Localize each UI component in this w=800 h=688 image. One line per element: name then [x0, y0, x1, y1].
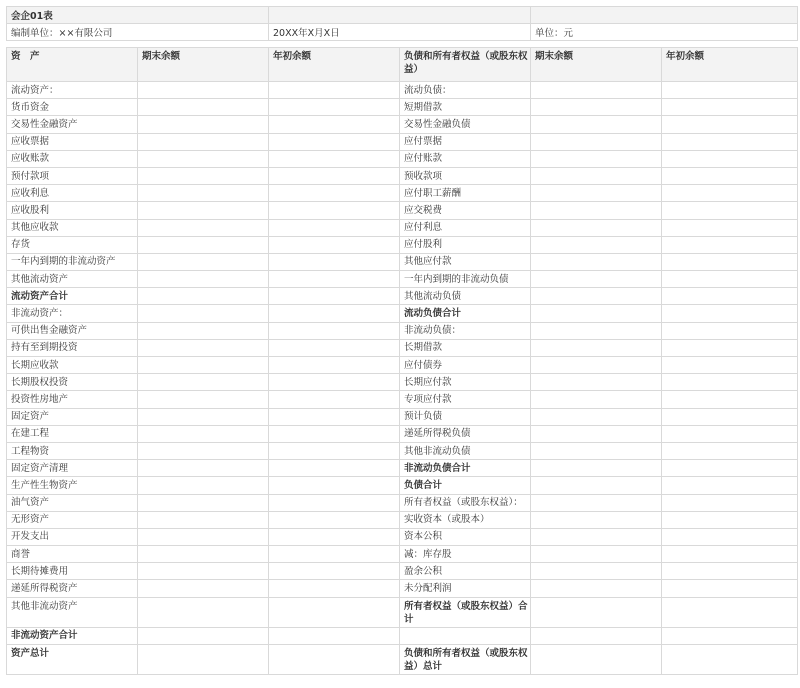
asset-begin-balance-cell — [269, 253, 400, 270]
table-row — [7, 374, 798, 391]
asset-item-label: 可供出售金融资产 — [7, 322, 138, 339]
asset-end-balance-cell — [138, 322, 269, 339]
liability-item-label: 应付债券 — [400, 357, 531, 374]
liability-end-balance-cell — [531, 644, 662, 674]
asset-begin-balance-cell — [269, 528, 400, 545]
liability-end-balance-cell — [531, 99, 662, 116]
liability-begin-balance-cell — [662, 322, 798, 339]
asset-begin-balance-cell — [269, 494, 400, 511]
table-row — [7, 357, 798, 374]
liability-begin-balance-cell — [662, 580, 798, 597]
liability-item-label: 应付利息 — [400, 219, 531, 236]
liability-begin-balance-cell — [662, 202, 798, 219]
liability-item-label: 盈余公积 — [400, 563, 531, 580]
table-row — [7, 82, 798, 99]
asset-end-balance-cell — [138, 494, 269, 511]
asset-begin-balance-cell — [269, 644, 400, 674]
asset-begin-balance-cell — [269, 374, 400, 391]
asset-end-balance-cell — [138, 116, 269, 133]
asset-begin-balance-cell — [269, 133, 400, 150]
liability-item-label: 应付股利 — [400, 236, 531, 253]
asset-begin-balance-cell — [269, 442, 400, 459]
asset-item-label: 应收股利 — [7, 202, 138, 219]
asset-end-balance-cell — [138, 477, 269, 494]
asset-begin-balance-cell — [269, 271, 400, 288]
asset-item-label: 非流动资产： — [7, 305, 138, 322]
asset-begin-balance-cell — [269, 116, 400, 133]
asset-end-balance-cell — [138, 339, 269, 356]
column-header-row — [7, 48, 798, 82]
asset-begin-balance-cell — [269, 391, 400, 408]
table-row — [7, 202, 798, 219]
asset-item-label: 存货 — [7, 236, 138, 253]
col-header-assets: 资 产 — [7, 48, 138, 82]
table-row — [7, 494, 798, 511]
asset-item-label: 递延所得税资产 — [7, 580, 138, 597]
liability-item-label: 流动负债合计 — [400, 305, 531, 322]
asset-item-label: 非流动资产合计 — [7, 627, 138, 644]
liability-begin-balance-cell — [662, 494, 798, 511]
asset-item-label: 其他流动资产 — [7, 271, 138, 288]
col-header-begin-balance: 年初余额 — [662, 48, 798, 82]
liability-item-label: 递延所得税负债 — [400, 425, 531, 442]
table-row — [7, 116, 798, 133]
liability-end-balance-cell — [531, 133, 662, 150]
asset-begin-balance-cell — [269, 167, 400, 184]
asset-item-label: 资产总计 — [7, 644, 138, 674]
liability-begin-balance-cell — [662, 253, 798, 270]
liability-begin-balance-cell — [662, 477, 798, 494]
asset-begin-balance-cell — [269, 236, 400, 253]
asset-end-balance-cell — [138, 627, 269, 644]
asset-end-balance-cell — [138, 150, 269, 167]
asset-end-balance-cell — [138, 236, 269, 253]
asset-end-balance-cell — [138, 597, 269, 627]
asset-item-label: 流动资产合计 — [7, 288, 138, 305]
table-row — [7, 528, 798, 545]
asset-begin-balance-cell — [269, 322, 400, 339]
liability-end-balance-cell — [531, 597, 662, 627]
asset-end-balance-cell — [138, 271, 269, 288]
table-row — [7, 167, 798, 184]
liability-item-label: 应付票据 — [400, 133, 531, 150]
table-row — [7, 627, 798, 644]
liability-end-balance-cell — [531, 528, 662, 545]
asset-begin-balance-cell — [269, 305, 400, 322]
liability-end-balance-cell — [531, 357, 662, 374]
asset-end-balance-cell — [138, 288, 269, 305]
asset-end-balance-cell — [138, 357, 269, 374]
liability-begin-balance-cell — [662, 511, 798, 528]
table-row — [7, 150, 798, 167]
liability-item-label: 未分配利润 — [400, 580, 531, 597]
asset-item-label: 应收票据 — [7, 133, 138, 150]
liability-item-label — [400, 627, 531, 644]
liability-end-balance-cell — [531, 150, 662, 167]
asset-item-label: 其他应收款 — [7, 219, 138, 236]
liability-end-balance-cell — [531, 322, 662, 339]
asset-end-balance-cell — [138, 528, 269, 545]
table-row — [7, 477, 798, 494]
col-header-liabilities-equity: 负债和所有者权益（或股东权益） — [400, 48, 531, 82]
liability-end-balance-cell — [531, 546, 662, 563]
asset-item-label: 油气资产 — [7, 494, 138, 511]
liability-end-balance-cell — [531, 116, 662, 133]
liability-item-label: 其他应付款 — [400, 253, 531, 270]
asset-item-label: 投资性房地产 — [7, 391, 138, 408]
liability-end-balance-cell — [531, 580, 662, 597]
liability-begin-balance-cell — [662, 271, 798, 288]
asset-begin-balance-cell — [269, 150, 400, 167]
liability-item-label: 其他非流动负债 — [400, 442, 531, 459]
liability-end-balance-cell — [531, 563, 662, 580]
report-date: 20XX年X月X日 — [269, 24, 531, 41]
liability-item-label: 非流动负债合计 — [400, 460, 531, 477]
liability-item-label: 应交税费 — [400, 202, 531, 219]
asset-begin-balance-cell — [269, 219, 400, 236]
liability-item-label: 应付职工薪酬 — [400, 185, 531, 202]
liability-end-balance-cell — [531, 339, 662, 356]
table-row — [7, 597, 798, 627]
asset-item-label: 预付款项 — [7, 167, 138, 184]
asset-item-label: 应收账款 — [7, 150, 138, 167]
col-header-begin-balance: 年初余额 — [269, 48, 400, 82]
asset-end-balance-cell — [138, 546, 269, 563]
asset-end-balance-cell — [138, 99, 269, 116]
asset-begin-balance-cell — [269, 580, 400, 597]
asset-end-balance-cell — [138, 391, 269, 408]
table-row — [7, 99, 798, 116]
report-header-table — [6, 6, 798, 41]
asset-item-label: 持有至到期投资 — [7, 339, 138, 356]
col-header-end-balance: 期末余额 — [531, 48, 662, 82]
asset-end-balance-cell — [138, 253, 269, 270]
balance-sheet-table — [6, 47, 798, 675]
liability-begin-balance-cell — [662, 99, 798, 116]
liability-begin-balance-cell — [662, 546, 798, 563]
liability-begin-balance-cell — [662, 425, 798, 442]
blank-cell — [531, 7, 798, 24]
liability-begin-balance-cell — [662, 597, 798, 627]
company-name: 编制单位：××有限公司 — [7, 24, 269, 41]
col-header-end-balance: 期末余额 — [138, 48, 269, 82]
liability-end-balance-cell — [531, 627, 662, 644]
liability-begin-balance-cell — [662, 133, 798, 150]
liability-begin-balance-cell — [662, 219, 798, 236]
asset-begin-balance-cell — [269, 597, 400, 627]
asset-end-balance-cell — [138, 185, 269, 202]
liability-end-balance-cell — [531, 202, 662, 219]
liability-begin-balance-cell — [662, 150, 798, 167]
table-row — [7, 580, 798, 597]
asset-begin-balance-cell — [269, 82, 400, 99]
liability-end-balance-cell — [531, 442, 662, 459]
asset-begin-balance-cell — [269, 460, 400, 477]
table-row — [7, 563, 798, 580]
table-row — [7, 253, 798, 270]
table-row — [7, 644, 798, 674]
asset-end-balance-cell — [138, 580, 269, 597]
currency-unit: 单位：元 — [531, 24, 798, 41]
liability-item-label: 非流动负债： — [400, 322, 531, 339]
table-row — [7, 133, 798, 150]
asset-end-balance-cell — [138, 219, 269, 236]
table-row — [7, 322, 798, 339]
liability-item-label: 应付账款 — [400, 150, 531, 167]
liability-begin-balance-cell — [662, 644, 798, 674]
table-row — [7, 391, 798, 408]
liability-end-balance-cell — [531, 460, 662, 477]
liability-begin-balance-cell — [662, 116, 798, 133]
blank-cell — [269, 7, 531, 24]
asset-end-balance-cell — [138, 305, 269, 322]
liability-begin-balance-cell — [662, 391, 798, 408]
asset-begin-balance-cell — [269, 546, 400, 563]
asset-end-balance-cell — [138, 425, 269, 442]
liability-end-balance-cell — [531, 305, 662, 322]
asset-begin-balance-cell — [269, 202, 400, 219]
liability-item-label: 长期应付款 — [400, 374, 531, 391]
liability-end-balance-cell — [531, 253, 662, 270]
liability-end-balance-cell — [531, 391, 662, 408]
asset-item-label: 固定资产清理 — [7, 460, 138, 477]
form-number: 会企01表 — [7, 7, 269, 24]
liability-item-label: 流动负债： — [400, 82, 531, 99]
table-row — [7, 219, 798, 236]
table-row — [7, 442, 798, 459]
liability-end-balance-cell — [531, 219, 662, 236]
asset-begin-balance-cell — [269, 339, 400, 356]
liability-begin-balance-cell — [662, 288, 798, 305]
liability-item-label: 负债和所有者权益（或股东权益）总计 — [400, 644, 531, 674]
liability-begin-balance-cell — [662, 82, 798, 99]
liability-end-balance-cell — [531, 374, 662, 391]
liability-end-balance-cell — [531, 408, 662, 425]
asset-item-label: 交易性金融资产 — [7, 116, 138, 133]
asset-item-label: 应收利息 — [7, 185, 138, 202]
liability-begin-balance-cell — [662, 408, 798, 425]
asset-begin-balance-cell — [269, 288, 400, 305]
asset-begin-balance-cell — [269, 425, 400, 442]
liability-item-label: 专项应付款 — [400, 391, 531, 408]
asset-item-label: 无形资产 — [7, 511, 138, 528]
table-row — [7, 460, 798, 477]
liability-end-balance-cell — [531, 82, 662, 99]
liability-end-balance-cell — [531, 167, 662, 184]
liability-begin-balance-cell — [662, 236, 798, 253]
asset-begin-balance-cell — [269, 511, 400, 528]
asset-begin-balance-cell — [269, 477, 400, 494]
liability-item-label: 所有者权益（或股东权益）： — [400, 494, 531, 511]
liability-begin-balance-cell — [662, 528, 798, 545]
asset-end-balance-cell — [138, 202, 269, 219]
liability-item-label: 预计负债 — [400, 408, 531, 425]
liability-item-label: 负债合计 — [400, 477, 531, 494]
asset-item-label: 生产性生物资产 — [7, 477, 138, 494]
asset-end-balance-cell — [138, 133, 269, 150]
asset-item-label: 货币资金 — [7, 99, 138, 116]
asset-item-label: 其他非流动资产 — [7, 597, 138, 627]
liability-item-label: 资本公积 — [400, 528, 531, 545]
asset-item-label: 开发支出 — [7, 528, 138, 545]
table-row — [7, 288, 798, 305]
asset-end-balance-cell — [138, 460, 269, 477]
table-row — [7, 511, 798, 528]
asset-item-label: 一年内到期的非流动资产 — [7, 253, 138, 270]
asset-begin-balance-cell — [269, 627, 400, 644]
asset-item-label: 长期待摊费用 — [7, 563, 138, 580]
asset-begin-balance-cell — [269, 185, 400, 202]
liability-item-label: 预收款项 — [400, 167, 531, 184]
asset-end-balance-cell — [138, 167, 269, 184]
asset-begin-balance-cell — [269, 357, 400, 374]
asset-item-label: 长期股权投资 — [7, 374, 138, 391]
liability-end-balance-cell — [531, 288, 662, 305]
table-row — [7, 408, 798, 425]
liability-end-balance-cell — [531, 511, 662, 528]
asset-end-balance-cell — [138, 644, 269, 674]
asset-item-label: 流动资产： — [7, 82, 138, 99]
asset-end-balance-cell — [138, 511, 269, 528]
asset-item-label: 固定资产 — [7, 408, 138, 425]
asset-item-label: 工程物资 — [7, 442, 138, 459]
liability-item-label: 所有者权益（或股东权益）合计 — [400, 597, 531, 627]
table-row — [7, 546, 798, 563]
liability-begin-balance-cell — [662, 442, 798, 459]
liability-begin-balance-cell — [662, 460, 798, 477]
asset-end-balance-cell — [138, 563, 269, 580]
liability-begin-balance-cell — [662, 167, 798, 184]
liability-item-label: 其他流动负债 — [400, 288, 531, 305]
liability-begin-balance-cell — [662, 357, 798, 374]
liability-item-label: 减：库存股 — [400, 546, 531, 563]
liability-begin-balance-cell — [662, 339, 798, 356]
liability-end-balance-cell — [531, 477, 662, 494]
table-row — [7, 271, 798, 288]
asset-item-label: 商誉 — [7, 546, 138, 563]
table-row — [7, 305, 798, 322]
asset-begin-balance-cell — [269, 563, 400, 580]
asset-end-balance-cell — [138, 374, 269, 391]
asset-end-balance-cell — [138, 442, 269, 459]
liability-begin-balance-cell — [662, 627, 798, 644]
liability-begin-balance-cell — [662, 563, 798, 580]
liability-item-label: 长期借款 — [400, 339, 531, 356]
asset-end-balance-cell — [138, 408, 269, 425]
asset-begin-balance-cell — [269, 99, 400, 116]
liability-begin-balance-cell — [662, 374, 798, 391]
asset-begin-balance-cell — [269, 408, 400, 425]
table-row — [7, 236, 798, 253]
liability-end-balance-cell — [531, 494, 662, 511]
liability-end-balance-cell — [531, 271, 662, 288]
table-row — [7, 185, 798, 202]
asset-item-label: 长期应收款 — [7, 357, 138, 374]
liability-item-label: 一年内到期的非流动负债 — [400, 271, 531, 288]
liability-begin-balance-cell — [662, 305, 798, 322]
liability-end-balance-cell — [531, 236, 662, 253]
asset-end-balance-cell — [138, 82, 269, 99]
asset-item-label: 在建工程 — [7, 425, 138, 442]
liability-item-label: 短期借款 — [400, 99, 531, 116]
liability-item-label: 交易性金融负债 — [400, 116, 531, 133]
table-row — [7, 425, 798, 442]
table-row — [7, 339, 798, 356]
liability-end-balance-cell — [531, 185, 662, 202]
liability-item-label: 实收资本（或股本） — [400, 511, 531, 528]
liability-begin-balance-cell — [662, 185, 798, 202]
liability-end-balance-cell — [531, 425, 662, 442]
